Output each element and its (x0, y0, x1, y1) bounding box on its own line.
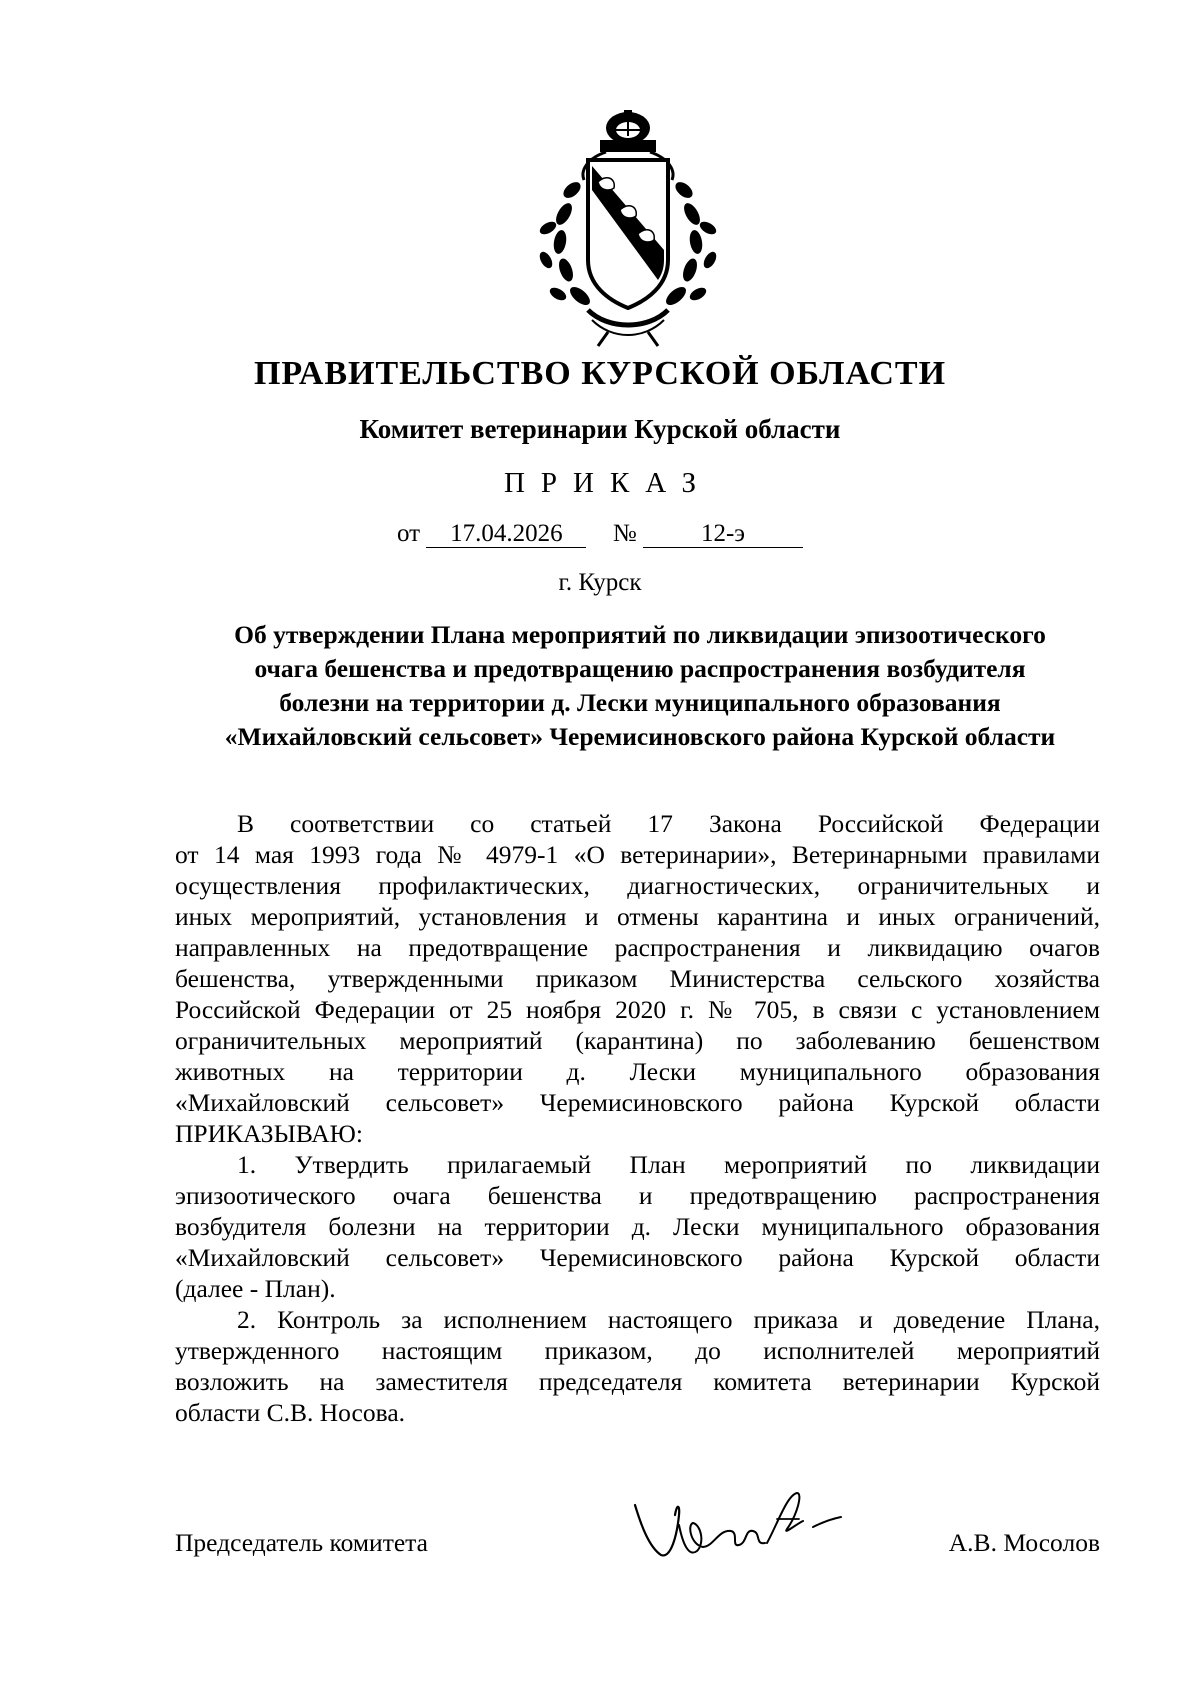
body-line: возбудителя болезни на территории д. Лески муниципального образования (175, 1212, 1100, 1241)
document-type: ПРИКАЗ (503, 467, 713, 499)
signer-title: Председатель комитета (175, 1528, 428, 1557)
committee-name: Комитет ветеринарии Курской области (359, 414, 841, 444)
subject-line: очага бешенства и предотвращению распространения возбудителя (254, 654, 1026, 683)
date-prefix: от (397, 520, 421, 547)
body-line: возложить на заместителя председателя комитета ветеринарии Курской (175, 1367, 1100, 1396)
subject-line: «Михайловский сельсовет» Черемисиновского района Курской области (224, 722, 1056, 751)
body-line: области С.В. Носова. (175, 1398, 406, 1427)
body-line: «Михайловский сельсовет» Черемисиновского района Курской области (175, 1243, 1100, 1272)
body-line: 1. Утвердить прилагаемый План мероприятий по ликвидации (237, 1150, 1100, 1179)
body-line: В соответствии со статьей 17 Закона Российской Федерации (237, 809, 1100, 838)
body-line: животных на территории д. Лески муниципального образования (175, 1057, 1100, 1086)
body-line: утвержденного настоящим приказом, до исполнителей мероприятий (175, 1336, 1100, 1365)
subject-line: болезни на территории д. Лески муниципального образования (279, 688, 1001, 717)
city: г. Курск (558, 569, 642, 596)
subject-line: Об утверждении Плана мероприятий по ликвидации эпизоотического (234, 620, 1046, 649)
body-line: (далее - План). (175, 1274, 336, 1303)
order-body (175, 808, 1100, 1428)
handwritten-signature (627, 1485, 857, 1565)
government-title: ПРАВИТЕЛЬСТВО КУРСКОЙ ОБЛАСТИ (253, 355, 947, 392)
signature-block (175, 1527, 1100, 1587)
body-line: направленных на предотвращение распространения и ликвидацию очагов (175, 933, 1100, 962)
coat-of-arms-icon (528, 110, 728, 350)
body-line: эпизоотического очага бешенства и предотвращению распространения (175, 1181, 1100, 1210)
order-date-number (0, 519, 1200, 549)
body-line: ПРИКАЗЫВАЮ: (175, 1119, 363, 1148)
body-line: ограничительных мероприятий (карантина) по заболеванию бешенством (175, 1026, 1100, 1055)
order-date: 17.04.2026 (426, 521, 586, 548)
signer-name: А.В. Мосолов (948, 1528, 1100, 1557)
body-line: осуществления профилактических, диагностических, ограничительных и (175, 871, 1100, 900)
order-number: 12-э (643, 521, 803, 548)
body-line: иных мероприятий, установления и отмены карантина и иных ограничений, (175, 902, 1100, 931)
body-line: бешенства, утвержденными приказом Министерства сельского хозяйства (175, 964, 1100, 993)
body-line: 2. Контроль за исполнением настоящего приказа и доведение Плана, (237, 1305, 1100, 1334)
body-line: от 14 мая 1993 года № 4979-1 «О ветеринарии», Ветеринарными правилами (175, 840, 1100, 869)
body-line: Российской Федерации от 25 ноября 2020 г. № 705, в связи с установлением (175, 995, 1100, 1024)
number-prefix: № (612, 520, 637, 547)
body-line: «Михайловский сельсовет» Черемисиновского района Курской области (175, 1088, 1100, 1117)
order-subject (175, 618, 1105, 754)
